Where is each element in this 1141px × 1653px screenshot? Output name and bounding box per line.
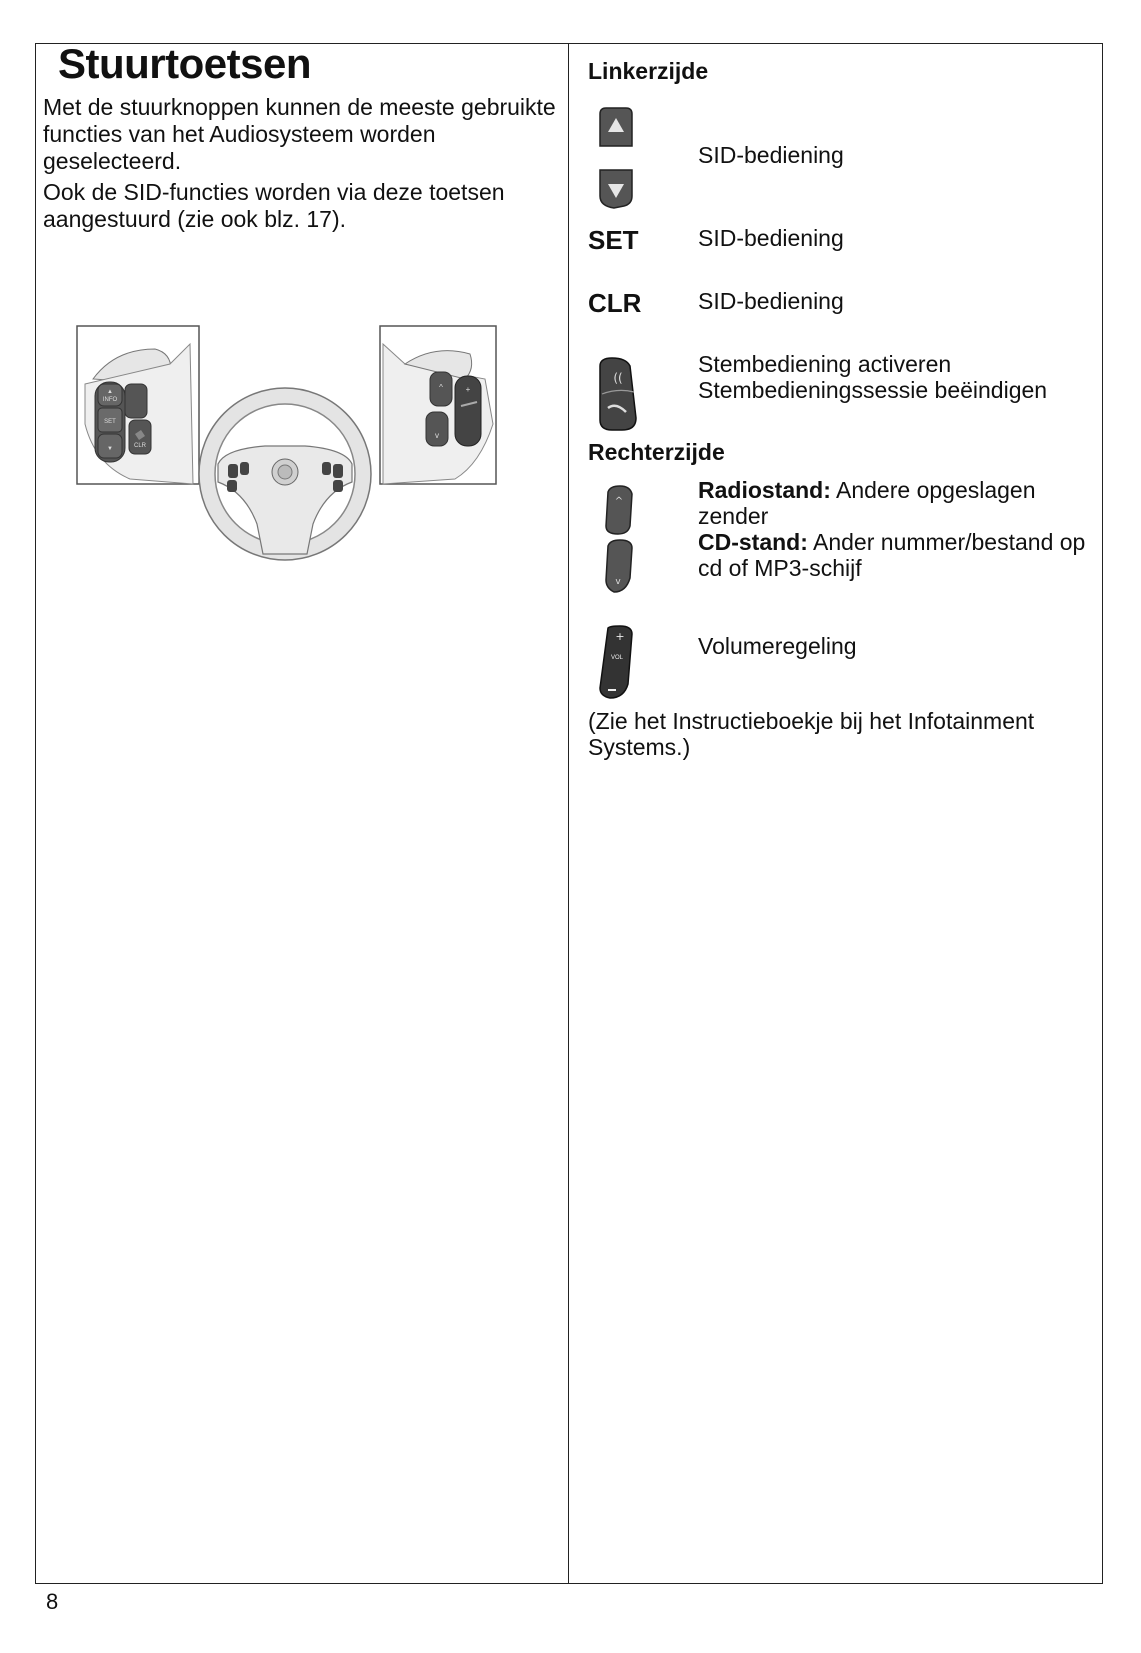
svg-text:^: ^	[439, 383, 443, 392]
seek-buttons-icon	[600, 484, 636, 596]
svg-text:+: +	[465, 385, 471, 394]
intro-paragraph-2: Ook de SID-functies worden via deze toetsen aangestuurd (zie ook blz. 17).	[43, 179, 505, 232]
radio-mode-label: Radiostand:	[698, 477, 831, 503]
right-side-heading: Rechterzijde	[588, 439, 725, 465]
set-description: SID-bediening	[698, 225, 844, 251]
page-number: 8	[46, 1589, 59, 1614]
clr-label: CLR	[133, 443, 147, 449]
svg-text:v: v	[615, 577, 621, 587]
svg-text:^: ^	[614, 496, 624, 507]
page-title: Stuurtoetsen	[58, 40, 312, 87]
infotainment-note: (Zie het Instructieboekje bij het Infotainment Systems.)	[588, 708, 1035, 760]
voice-line-1: Stembediening activeren	[698, 351, 952, 377]
volume-rocker-icon	[594, 624, 638, 700]
left-side-heading: Linkerzijde	[588, 58, 709, 84]
svg-text:▲: ▲	[107, 389, 113, 395]
cd-mode-label: CD-stand:	[698, 529, 808, 555]
voice-line-2: Stembedieningssessie beëindigen	[698, 377, 1048, 403]
voice-description	[698, 351, 1047, 403]
vol-label: VOL	[610, 655, 624, 661]
right-control-inset	[380, 326, 496, 484]
intro-paragraph-1: Met de stuurknoppen kunnen de meeste gebruikte functies van het Audiosysteem worden geselecteerd.	[43, 94, 556, 174]
arrows-description: SID-bediening	[698, 142, 844, 168]
svg-text:+: +	[615, 630, 625, 643]
page-frame	[35, 43, 1103, 1584]
radio-mode-text: Radiostand: Andere opgeslagen zender	[698, 477, 1036, 529]
voice-control-button-icon	[592, 356, 642, 432]
left-control-inset	[77, 326, 199, 484]
cd-mode-text: CD-stand: Ander nummer/bestand op cd of MP3-schijf	[698, 529, 1086, 581]
column-divider	[568, 43, 569, 1584]
set-label: SET	[104, 419, 116, 425]
clr-button-label: CLR	[588, 288, 642, 318]
set-button-label: SET	[588, 225, 639, 255]
clr-description: SID-bediening	[698, 288, 844, 314]
volume-description: Volumeregeling	[698, 633, 857, 659]
svg-text:▼: ▼	[107, 446, 113, 452]
steering-wheel-illustration	[75, 324, 526, 564]
sid-arrow-buttons-icon	[594, 106, 638, 210]
steering-wheel	[199, 388, 371, 560]
info-label: INFO	[102, 397, 118, 403]
seek-description	[698, 477, 1098, 581]
svg-text:v: v	[435, 431, 439, 440]
svg-text:((: ((	[613, 371, 623, 385]
intro-text	[43, 94, 563, 237]
